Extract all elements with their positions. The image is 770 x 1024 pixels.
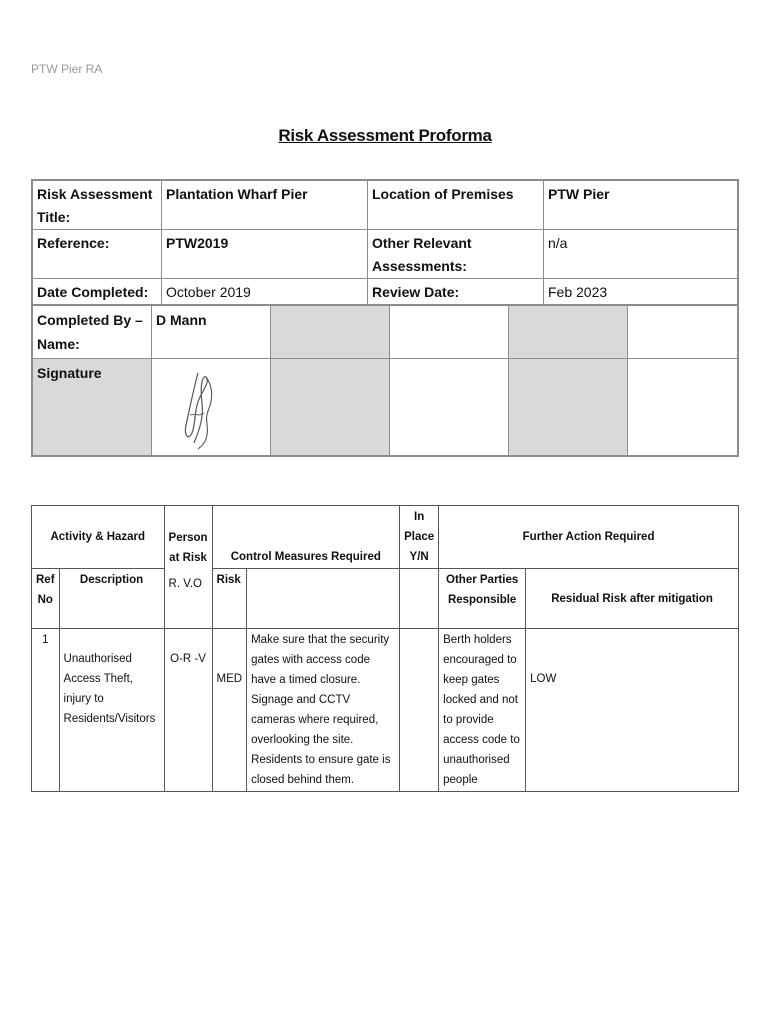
blank-cell xyxy=(400,569,439,629)
completed-by-label: Completed By – Name: xyxy=(32,305,152,359)
description-cell: Unauthorised Access Theft, injury to Residents/Visitors xyxy=(59,629,164,792)
review-date-value: Feb 2023 xyxy=(544,279,739,306)
table-row xyxy=(32,629,739,792)
risk-rating-cell: MED xyxy=(212,629,247,792)
in-place-cell xyxy=(400,629,439,792)
risk-header: Risk xyxy=(212,569,247,629)
signature-label: Signature xyxy=(32,359,152,457)
residual-risk-cell: LOW xyxy=(526,629,739,792)
risk-assessment-title-label: Risk Assessment Title: xyxy=(32,180,162,230)
blank-cell xyxy=(628,305,739,359)
other-assessments-value: n/a xyxy=(544,230,739,279)
rvo-label: R. V.O xyxy=(168,578,202,590)
blank-cell xyxy=(390,359,509,457)
in-place-header: In Place Y/N xyxy=(400,506,439,569)
risk-table xyxy=(31,505,739,792)
risk-assessment-title-value: Plantation Wharf Pier xyxy=(162,180,368,230)
location-value: PTW Pier xyxy=(544,180,739,230)
person-at-risk-cell: O-R -V xyxy=(164,629,212,792)
other-assessments-label: Other Relevant Assessments: xyxy=(368,230,544,279)
other-parties-cell: Berth holders encouraged to keep gates locked and not to provide access code to unauthorised people xyxy=(439,629,526,792)
completed-by-value: D Mann xyxy=(152,305,271,359)
control-measures-cell: Make sure that the security gates with access code have a timed closure. Signage and CCTV cameras where required, overlooking the site. Residents to ensure gate is closed behind them. xyxy=(247,629,400,792)
blank-cell xyxy=(509,305,628,359)
blank-cell xyxy=(628,359,739,457)
residual-risk-header: Residual Risk after mitigation xyxy=(526,569,739,629)
document-code: PTW Pier RA xyxy=(31,62,103,76)
other-parties-header: Other Parties Responsible xyxy=(439,569,526,629)
location-label: Location of Premises xyxy=(368,180,544,230)
ref-no-header: Ref No xyxy=(32,569,60,629)
ref-cell: 1 xyxy=(32,629,60,792)
completed-by-table xyxy=(31,304,739,457)
person-at-risk-label: Person at Risk xyxy=(168,532,208,564)
description-header: Description xyxy=(59,569,164,629)
page-title: Risk Assessment Proforma xyxy=(278,126,492,145)
blank-cell xyxy=(390,305,509,359)
activity-hazard-header: Activity & Hazard xyxy=(32,506,165,569)
control-measures-header: Control Measures Required xyxy=(212,506,400,569)
handwritten-signature-icon xyxy=(176,367,220,453)
reference-label: Reference: xyxy=(32,230,162,279)
blank-cell xyxy=(271,305,390,359)
signature-cell xyxy=(152,359,271,457)
assessment-info-table xyxy=(31,179,739,306)
blank-cell xyxy=(509,359,628,457)
further-action-header: Further Action Required xyxy=(439,506,739,569)
blank-cell xyxy=(247,569,400,629)
review-date-label: Review Date: xyxy=(368,279,544,306)
date-completed-label: Date Completed: xyxy=(32,279,162,306)
date-completed-value: October 2019 xyxy=(162,279,368,306)
reference-value: PTW2019 xyxy=(162,230,368,279)
person-at-risk-header xyxy=(164,506,212,629)
blank-cell xyxy=(271,359,390,457)
